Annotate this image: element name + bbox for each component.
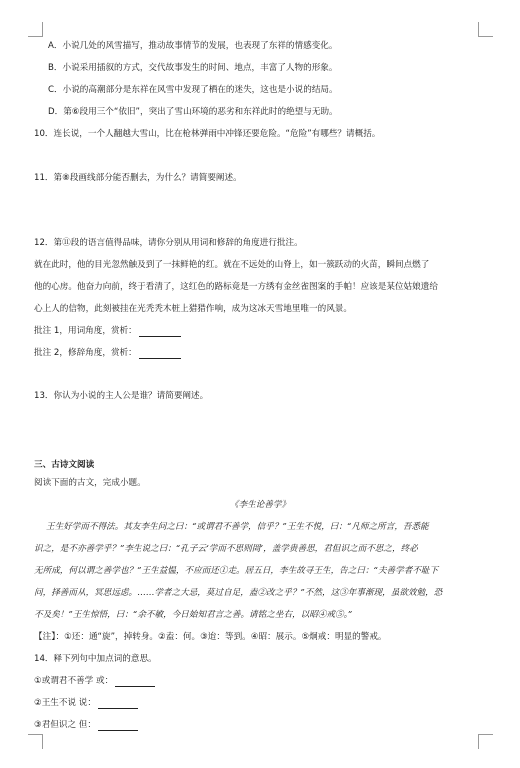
- q14-item-3: [34, 720, 138, 731]
- passage-line-3: 心上人的信物，此刻被挂在光秃秃木桩上猎猎作响，成为这冰天雪地里唯一的风景。: [34, 304, 352, 314]
- crop-mark-top-left: [28, 22, 43, 37]
- q14-item-2: [34, 698, 138, 709]
- question-12: 12．第⑪段的语言值得品味，请你分别从用词和修辞的角度进行批注。: [34, 238, 303, 248]
- option-d: D．第⑥段用三个“依旧”，突出了雪山环境的恶劣和东祥此时的绝望与无助。: [48, 107, 338, 117]
- answer-blank-annotation-2[interactable]: [139, 349, 181, 359]
- crop-mark-top-right: [478, 22, 493, 37]
- q14-item-2-text: ②王生不说 说：: [34, 698, 96, 708]
- q14-item-3-text: ③君但识之 但：: [34, 720, 96, 730]
- question-10: 10．连长说，一个人翻越大雪山，比在枪林弹雨中冲锋还要危险。“危险”有哪些？请概括。: [34, 129, 381, 139]
- answer-blank-q14-2[interactable]: [98, 699, 138, 709]
- question-13: 13．你认为小说的主人公是谁？请简要阐述。: [34, 391, 209, 401]
- annotation-2-label: 批注 2，修辞角度，赏析：: [34, 348, 137, 358]
- answer-blank-q14-3[interactable]: [98, 721, 138, 731]
- annotation-1-label: 批注 1，用词角度，赏析：: [34, 326, 137, 336]
- classical-text-line-4: 问，择善而从，冥思远虑。……学者之大忌，莫过自足，盍②改之乎？”不然，这③年事渐现，虽欲效勉，恐: [34, 588, 443, 598]
- classical-text-line-2: 识之，是不亦善学乎？”李生说之曰：“孔子云‘学而不思则罔’，盖学贵善思，君但识之而不思之，终必: [34, 544, 418, 554]
- crop-mark-bottom-left: [28, 734, 43, 749]
- classical-text-title: 《李生论善学》: [229, 500, 291, 510]
- option-b: B．小说采用插叙的方式，交代故事发生的时间、地点，丰富了人物的形象。: [48, 63, 338, 73]
- section-instruction: 阅读下面的古文，完成小题。: [34, 478, 146, 488]
- passage-line-2: 他的心房。他奋力向前，终于看清了，这红色的路标竟是一方绣有金丝雀图案的手帕！应该是某位姑娘遗给: [34, 282, 438, 292]
- option-c: C．小说的高潮部分是东祥在风雪中发现了栖在的迷失，这也是小说的结局。: [48, 85, 338, 95]
- question-14: 14．释下列句中加点词的意思。: [34, 654, 157, 664]
- annotation-notes: 【注】：①还：通“旋”，掉转身。②盍：何。③迨：等到。④昭：展示。⑤炯戒：明显的警戒。: [34, 632, 387, 642]
- classical-text-line-5: 不及矣！”王生惊悟，曰：“余不敏，今日始知君言之善。请铭之坐右，以昭④戒⑤。”: [34, 610, 353, 620]
- crop-mark-bottom-right: [478, 734, 493, 749]
- answer-blank-annotation-1[interactable]: [139, 327, 181, 337]
- q14-item-1-text: ①或谓君不善学 或：: [34, 676, 114, 686]
- section-heading: 三、古诗文阅读: [34, 460, 95, 470]
- annotation-2: [34, 348, 181, 359]
- classical-text-line-3: 无所成，何以谓之善学也？”王生益愠，不应而还①走。居五日，李生故寻王生，告之曰：“夫善学者不耻下: [34, 566, 439, 576]
- passage-line-1: 就在此时，他的目光忽然触及到了一抹鲜艳的红。就在不远处的山脊上，如一簇跃动的火苗，瞬间点燃了: [34, 260, 430, 270]
- option-a: A．小说几处的风雪描写，推动故事情节的发展，也表现了东祥的情感变化。: [48, 41, 338, 51]
- annotation-1: [34, 326, 181, 337]
- answer-blank-q14-1[interactable]: [115, 677, 155, 687]
- classical-text-line-1: 王生好学而不得法。其友李生问之曰：“或谓君不善学，信乎？”王生不悦，曰：“凡师之所言，吾悉能: [46, 522, 429, 532]
- q14-item-1: [34, 676, 155, 687]
- question-11: 11．第⑧段画线部分能否删去，为什么？请简要阐述。: [34, 173, 242, 183]
